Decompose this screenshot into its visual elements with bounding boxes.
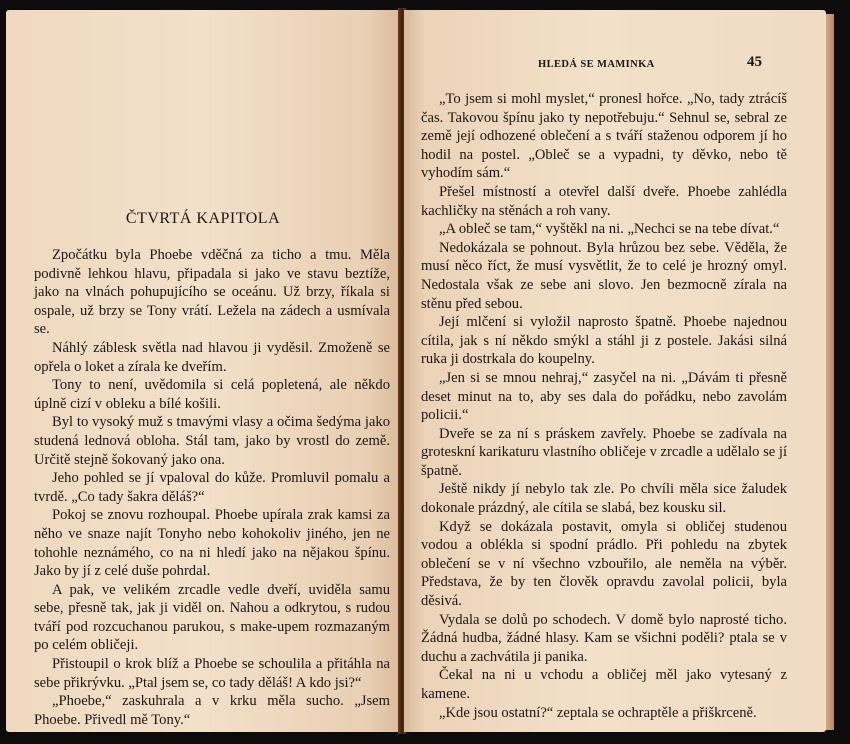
paragraph: Náhlý záblesk světla nad hlavou ji vyděsil. Zmoženě se opřela o loket a zírala ke dveřím. <box>34 339 390 375</box>
paragraph: Její mlčení si vyložil naprosto špatně. Phoebe najednou cítila, jak s ní někdo smýkl a stáhl ji z postele. Jakási silná ruka ji dostrkala do koupelny. <box>421 314 787 368</box>
paragraph: Vydala se dolů po schodech. V domě bylo naprosté ticho. Žádná hudba, žádné hlasy. Kam se všichni poděli? ptala se v duchu a zachvátila ji panika. <box>421 611 787 665</box>
paragraph: Nedokázala se pohnout. Byla hrůzou bez sebe. Věděla, že musí něco říct, že musí vysvětlit, že to celé je hrozný omyl. Nedostala však ze sebe ani slovo. Jen bezmocně zírala na stěnu před sebou. <box>421 239 787 312</box>
paragraph: A pak, ve velikém zrcadle vedle dveří, uviděla samu sebe, přesně tak, jak ji viděl on. Nahou a odkrytou, s rudou tváří pod rozcuchanou parukou, s make-upem rozmazaným po celém obličeji. <box>34 581 390 654</box>
running-header: HLEDÁ SE MAMINKA <box>538 59 655 70</box>
paragraph: Čekal na ni u vchodu a obličej měl jako vytesaný z kamene. <box>421 667 787 702</box>
paragraph: Dveře se za ní s práskem zavřely. Phoebe se zadívala na groteskní karikaturu vlastního obličeje v zrcadle a udělalo se jí špatně. <box>421 425 787 479</box>
paragraph: Zpočátku byla Phoebe vděčná za ticho a tmu. Měla podivně lehkou hlavu, připadala si jako ve stavu beztíže, jako na vlnách pohupujícího se oceánu. Už brzy, říkala si ospale, už brzy se Tony vrátí. Ležela na zádech a usmívala se. <box>34 247 390 338</box>
paragraph: „Jen si se mnou nehraj,“ zasyčel na ni. „Dávám ti přesně deset minut na to, aby ses dala do pořádku, nebo zavolám policii.“ <box>421 369 787 424</box>
paragraph: Tony to není, uvědomila si celá popletená, ale někdo úplně cizí v obleku a bílé košili. <box>34 377 390 412</box>
paragraph: Přešel místností a otevřel další dveře. Phoebe zahlédla kachličky na stěnách a roh vany. <box>421 183 787 219</box>
paragraph: Jeho pohled se jí vpaloval do kůže. Promluvil pomalu a tvrdě. „Co tady šakra děláš?“ <box>34 470 390 505</box>
paragraph: Přistoupil o krok blíž a Phoebe se schoulila a přitáhla na sebe přikrývku. „Ptal jsem se, co tady děláš! A kdo jsi?“ <box>34 656 390 691</box>
chapter-title: ČTVRTÁ KAPITOLA <box>125 210 281 227</box>
paragraph: „Phoebe,“ zaskuhrala a v krku měla sucho. „Jsem Phoebe. Přivedl mě Tony.“ <box>34 693 390 728</box>
left-page <box>6 10 400 732</box>
paragraph: Když se dokázala postavit, omyla si obličej studenou vodou a oblékla si spodní prádlo. Při pohledu na zbytek oblečení se v ní všechno vzbouřilo, ale neměla na výběr. Představa, že by ten člověk opravdu zavolal policii, byla děsivá. <box>421 518 787 610</box>
page-number: 45 <box>747 54 762 70</box>
paragraph: Ještě nikdy jí nebylo tak zle. Po chvíli měla sice žaludek dokonale prázdný, ale cítila se slabá, bez kousku sil. <box>421 481 787 517</box>
paragraph: Pokoj se znovu rozhoupal. Phoebe upírala zrak kamsi za něho ve snaze najít Tonyho nebo kohokoliv jiného, jen ne tohohle neznámého, co na ni hledí jako na nějakou špínu. Jako by jí z celé duše pohrdal. <box>34 507 390 580</box>
right-page-text <box>421 90 787 722</box>
page-edges <box>826 14 834 730</box>
left-page-text <box>34 246 390 729</box>
paragraph: „A obleč se tam,“ vyštěkl na ni. „Nechci se na tebe dívat.“ <box>439 221 780 238</box>
paragraph: Byl to vysoký muž s tmavými vlasy a očima šedýma jako studená lednová obloha. Stál tam, jako by vrostl do země. Určitě stejně šokovaný jako ona. <box>34 414 390 468</box>
paragraph: „To jsem si mohl myslet,“ pronesl hořce. „No, tady ztrácíš čas. Takovou špínu jako ty nepotřebuju.“ Sehnul se, sebral ze země její odhozené oblečení a s tváří staženou odporem jí ho hodil na postel. „Obleč se a vypadni, ty děvko, nebo tě vyhodím sám.“ <box>421 91 787 182</box>
right-page <box>404 10 826 732</box>
paragraph: „Kde jsou ostatní?“ zeptala se ochraptěle a přiškrceně. <box>439 704 757 721</box>
